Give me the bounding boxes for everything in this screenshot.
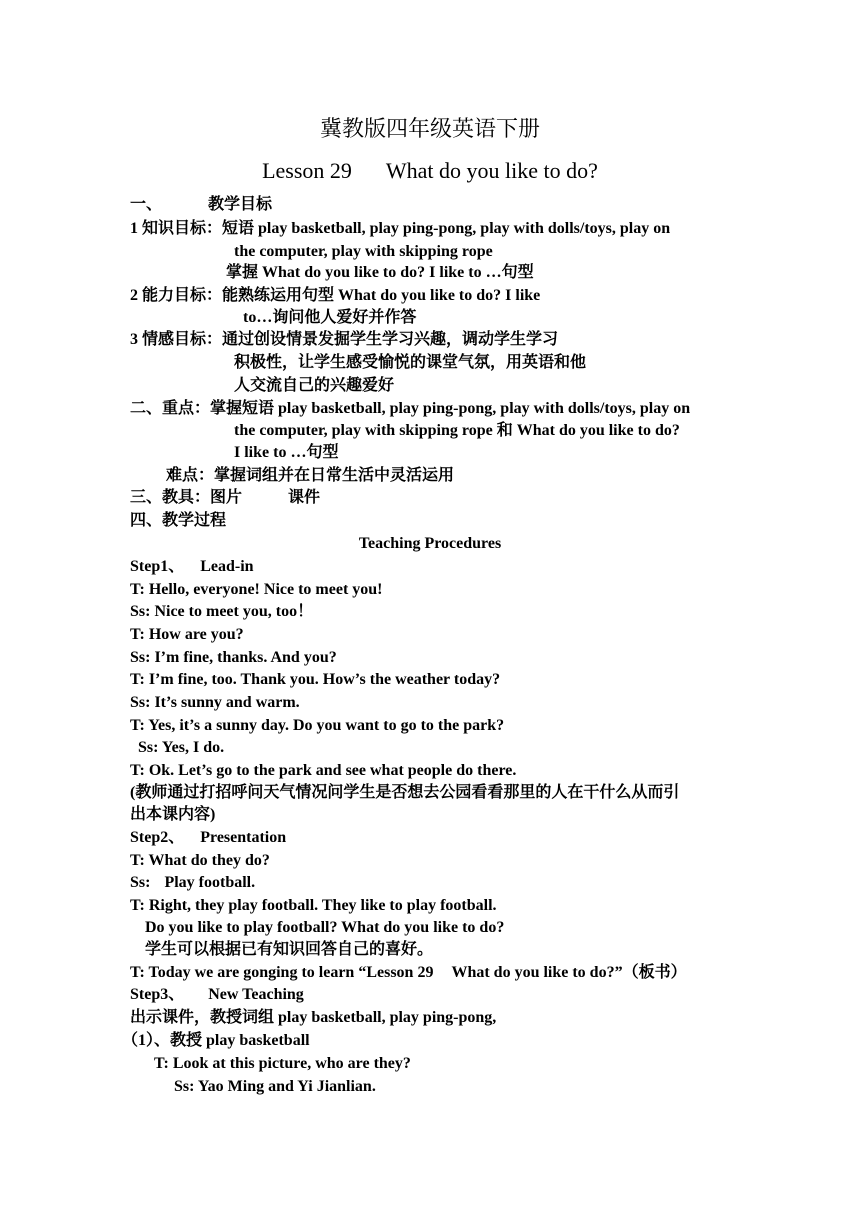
section-objectives-heading: 一、 教学目标 bbox=[130, 196, 273, 213]
dialogue-line: T: Right, they play football. They like to play football. bbox=[130, 897, 497, 914]
teaching-line: （1）、教授 play basketball bbox=[122, 1032, 310, 1049]
dialogue-line: Ss: Play football. bbox=[130, 874, 256, 891]
dialogue-line: T: Look at this picture, who are they? bbox=[154, 1055, 411, 1072]
dialogue-line: Ss: Yao Ming and Yi Jianlian. bbox=[174, 1078, 376, 1095]
dialogue-line: T: I’m fine, too. Thank you. How’s the weather today? bbox=[130, 671, 501, 688]
document-title: 冀教版四年级英语下册 bbox=[319, 116, 540, 141]
teaching-aids: 三、教具：图片 课件 bbox=[130, 489, 321, 506]
goal-knowledge: 1 知识目标：短语 play basketball, play ping-pong, play with dolls/toys, play on bbox=[130, 220, 671, 237]
teacher-note: 学生可以根据已有知识回答自己的喜好。 bbox=[145, 941, 434, 958]
key-points-cont: the computer, play with skipping rope 和 What do you like to do? bbox=[234, 422, 680, 439]
dialogue-line: T: What do they do? bbox=[130, 852, 270, 869]
key-points: 二、重点：掌握短语 play basketball, play ping-pong, play with dolls/toys, play on bbox=[130, 400, 691, 417]
goal-emotion-cont2: 人交流自己的兴趣爱好 bbox=[234, 377, 395, 394]
dialogue-line: T: Ok. Let’s go to the park and see what people do there. bbox=[130, 762, 517, 779]
lesson-heading bbox=[0, 158, 860, 184]
goal-emotion-cont: 积极性，让学生感受愉悦的课堂气氛，用英语和他 bbox=[234, 354, 587, 371]
goal-emotion: 3 情感目标：通过创设情景发掘学生学习兴趣，调动学生学习 bbox=[130, 331, 559, 348]
goal-ability: 2 能力目标：能熟练运用句型 What do you like to do? I like bbox=[130, 287, 541, 304]
dialogue-line: Do you like to play football? What do you like to do? bbox=[145, 919, 505, 936]
lesson-title: What do you like to do? bbox=[385, 158, 598, 183]
teacher-note-cont: 出本课内容) bbox=[130, 806, 216, 823]
goal-knowledge-pattern: 掌握 What do you like to do? I like to …句型 bbox=[226, 264, 534, 281]
key-points-pattern: I like to …句型 bbox=[234, 444, 339, 461]
process-heading: 四、教学过程 bbox=[130, 512, 227, 529]
goal-knowledge-cont: the computer, play with skipping rope bbox=[234, 243, 493, 260]
dialogue-line: Ss: Yes, I do. bbox=[138, 739, 225, 756]
teaching-procedures-title: Teaching Procedures bbox=[358, 535, 502, 552]
teaching-line: 出示课件，教授词组 play basketball, play ping-pong, bbox=[130, 1009, 497, 1026]
dialogue-line: Ss: I’m fine, thanks. And you? bbox=[130, 649, 337, 666]
dialogue-line: T: Today we are gonging to learn “Lesson 29 What do you like to do?”（板书） bbox=[130, 964, 687, 981]
step3-heading: Step3、 New Teaching bbox=[130, 986, 304, 1003]
difficulties: 难点：掌握词组并在日常生活中灵活运用 bbox=[166, 467, 455, 484]
step1-heading: Step1、 Lead-in bbox=[130, 558, 254, 575]
dialogue-line: T: Yes, it’s a sunny day. Do you want to go to the park? bbox=[130, 717, 505, 734]
dialogue-line: Ss: It’s sunny and warm. bbox=[130, 694, 300, 711]
teacher-note: (教师通过打招呼问天气情况问学生是否想去公园看看那里的人在干什么从而引 bbox=[130, 784, 680, 801]
step2-heading: Step2、 Presentation bbox=[130, 829, 287, 846]
dialogue-line: T: How are you? bbox=[130, 626, 244, 643]
dialogue-line: Ss: Nice to meet you, too！ bbox=[130, 603, 314, 620]
dialogue-line: T: Hello, everyone! Nice to meet you! bbox=[130, 581, 383, 598]
lesson-number: Lesson 29 bbox=[262, 158, 352, 183]
goal-ability-cont: to…询问他人爱好并作答 bbox=[243, 309, 417, 326]
